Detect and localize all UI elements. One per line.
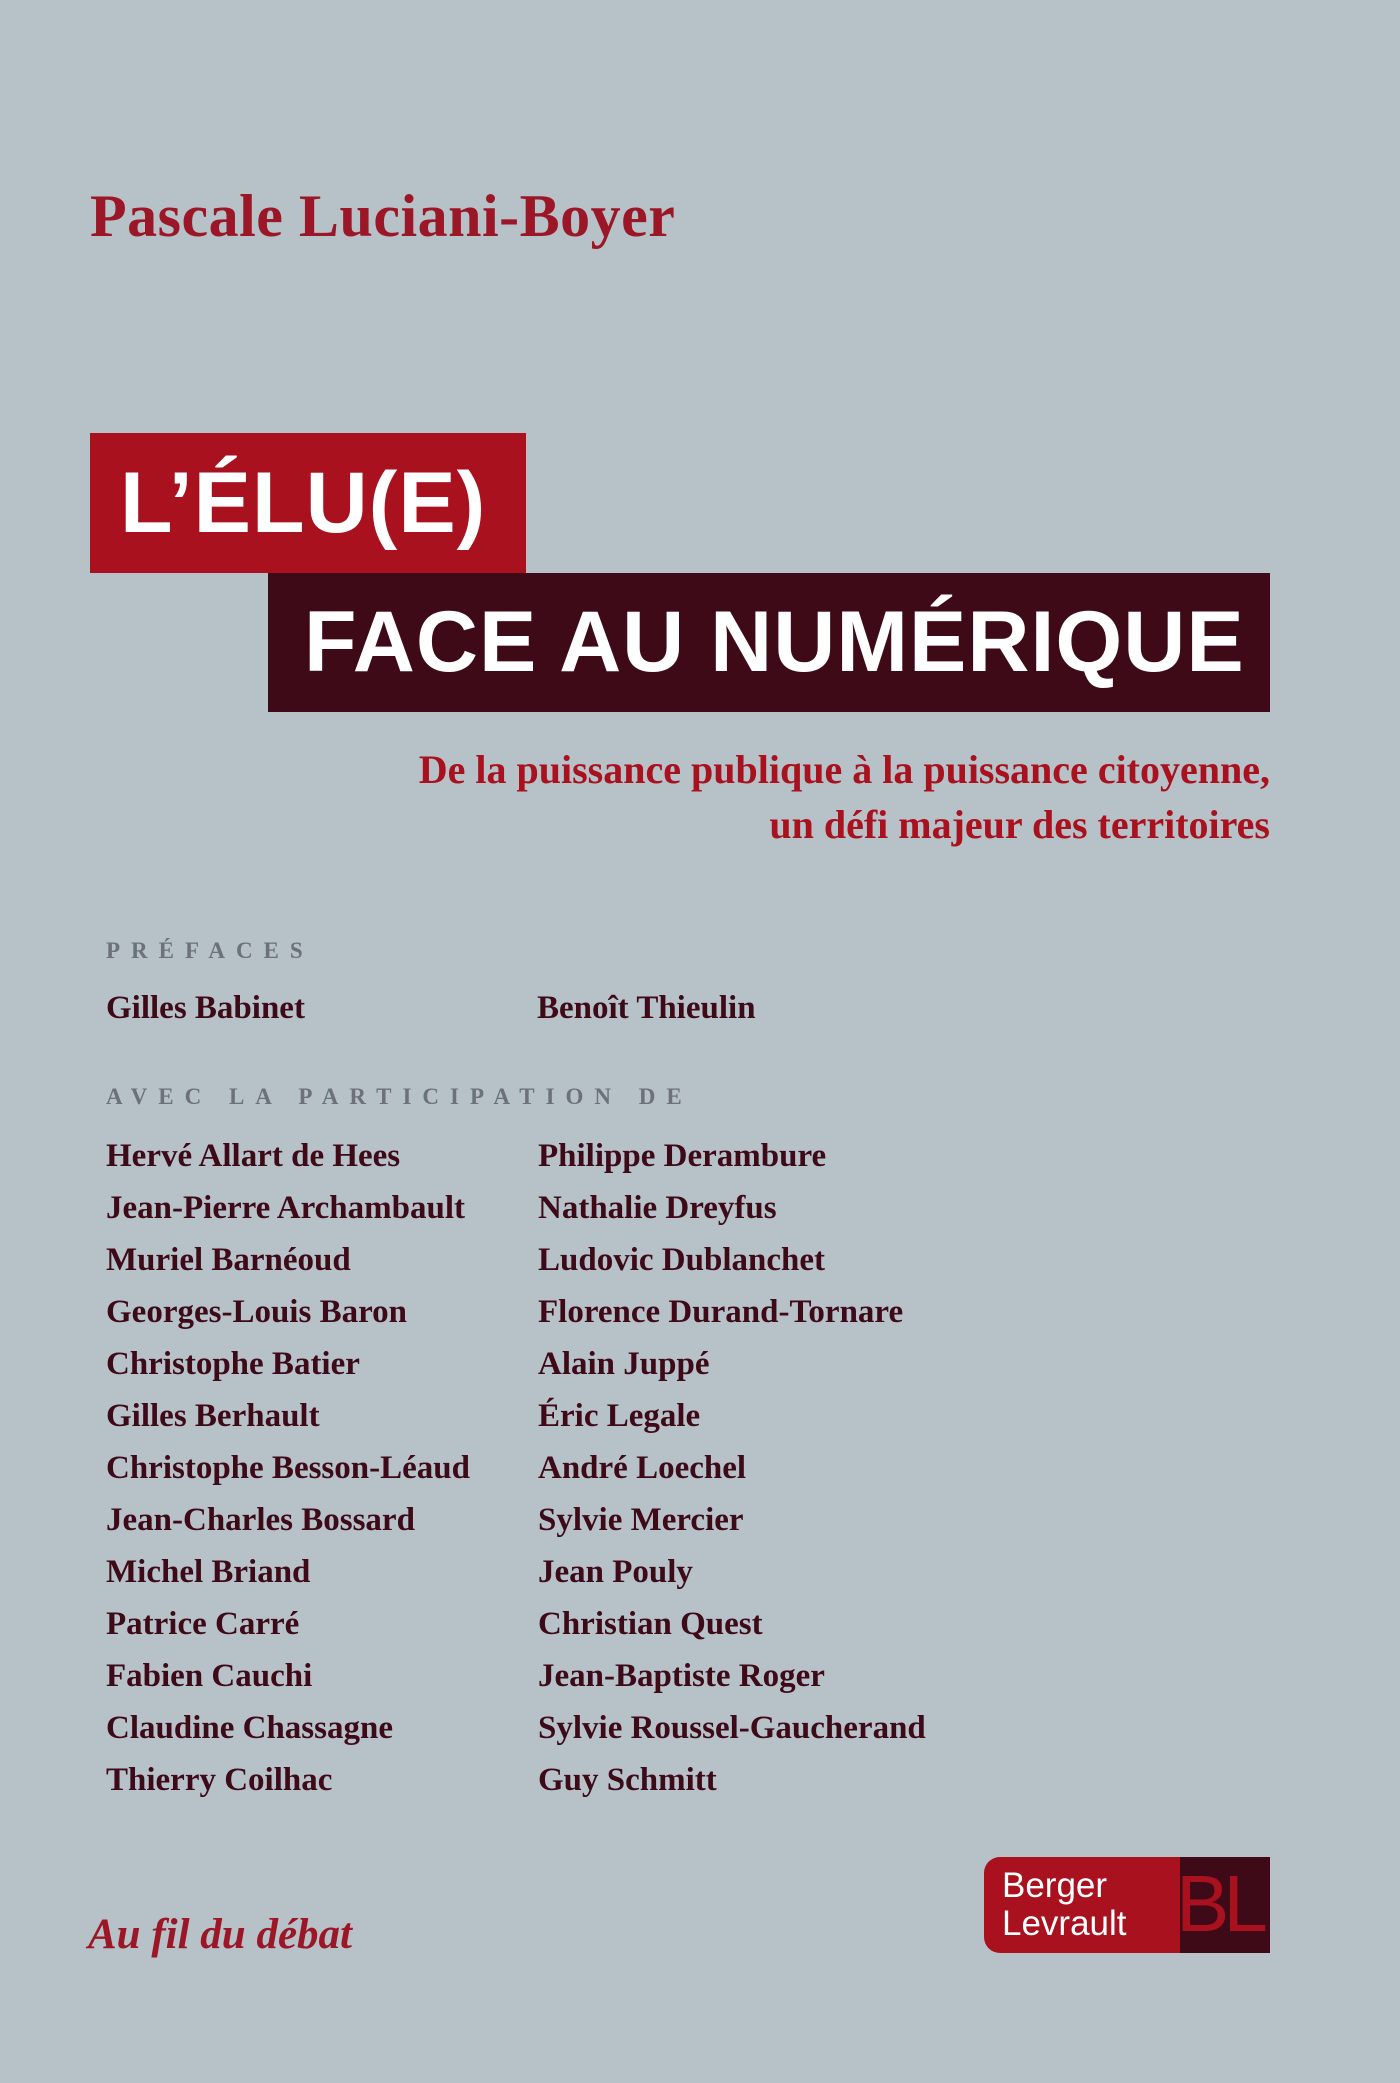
participant-name: Claudine Chassagne bbox=[106, 1710, 393, 1746]
title-line-2: FACE AU NUMÉRIQUE bbox=[268, 573, 1270, 712]
participant-name: Jean-Pierre Archambault bbox=[106, 1190, 465, 1226]
participation-label: AVEC LA PARTICIPATION DE bbox=[106, 1084, 693, 1109]
collection-name: Au fil du débat bbox=[88, 1911, 353, 1958]
preface-author: Gilles Babinet bbox=[106, 990, 305, 1026]
prefaces-label: PRÉFACES bbox=[106, 938, 314, 963]
participant-name: Thierry Coilhac bbox=[106, 1762, 333, 1798]
logo-text-line-2: Levrault bbox=[1002, 1904, 1127, 1943]
author-name: Pascale Luciani-Boyer bbox=[90, 183, 676, 249]
participant-name: Jean-Baptiste Roger bbox=[538, 1658, 825, 1694]
participant-name: Alain Juppé bbox=[538, 1346, 710, 1382]
participant-name: Muriel Barnéoud bbox=[106, 1242, 351, 1278]
logo-text-line-1: Berger bbox=[1002, 1866, 1108, 1905]
participant-name: Christophe Batier bbox=[106, 1346, 360, 1382]
logo-text bbox=[1002, 1867, 1127, 1943]
participant-name: Florence Durand-Tornare bbox=[538, 1294, 904, 1330]
participant-name: Éric Legale bbox=[538, 1398, 701, 1434]
participant-name: Guy Schmitt bbox=[538, 1762, 717, 1798]
participant-name: Fabien Cauchi bbox=[106, 1658, 313, 1694]
participant-name: André Loechel bbox=[538, 1450, 747, 1486]
participant-name: Hervé Allart de Hees bbox=[106, 1138, 401, 1174]
subtitle-line-2: un défi majeur des territoires bbox=[769, 802, 1270, 847]
subtitle-line-1: De la puissance publique à la puissance citoyenne, bbox=[418, 747, 1270, 792]
participant-name: Jean-Charles Bossard bbox=[106, 1502, 415, 1538]
participant-name: Jean Pouly bbox=[538, 1554, 693, 1590]
participant-name: Sylvie Roussel-Gaucherand bbox=[538, 1710, 926, 1746]
subtitle bbox=[170, 742, 1270, 852]
participant-name: Sylvie Mercier bbox=[538, 1502, 744, 1538]
participants-left-column bbox=[106, 1134, 470, 1810]
participant-name: Philippe Derambure bbox=[538, 1138, 827, 1174]
publisher-logo bbox=[984, 1857, 1270, 1953]
participant-name: Michel Briand bbox=[106, 1554, 311, 1590]
participants-right-column bbox=[538, 1134, 926, 1810]
participant-name: Patrice Carré bbox=[106, 1606, 300, 1642]
logo-monogram: BL bbox=[1176, 1859, 1262, 1948]
participant-name: Gilles Berhault bbox=[106, 1398, 320, 1434]
participant-name: Ludovic Dublanchet bbox=[538, 1242, 825, 1278]
participant-name: Christian Quest bbox=[538, 1606, 763, 1642]
participant-name: Georges-Louis Baron bbox=[106, 1294, 407, 1330]
participant-name: Nathalie Dreyfus bbox=[538, 1190, 777, 1226]
title-line-1: L’ÉLU(E) bbox=[90, 433, 526, 573]
participant-name: Christophe Besson-Léaud bbox=[106, 1450, 470, 1486]
preface-author: Benoît Thieulin bbox=[537, 990, 756, 1026]
